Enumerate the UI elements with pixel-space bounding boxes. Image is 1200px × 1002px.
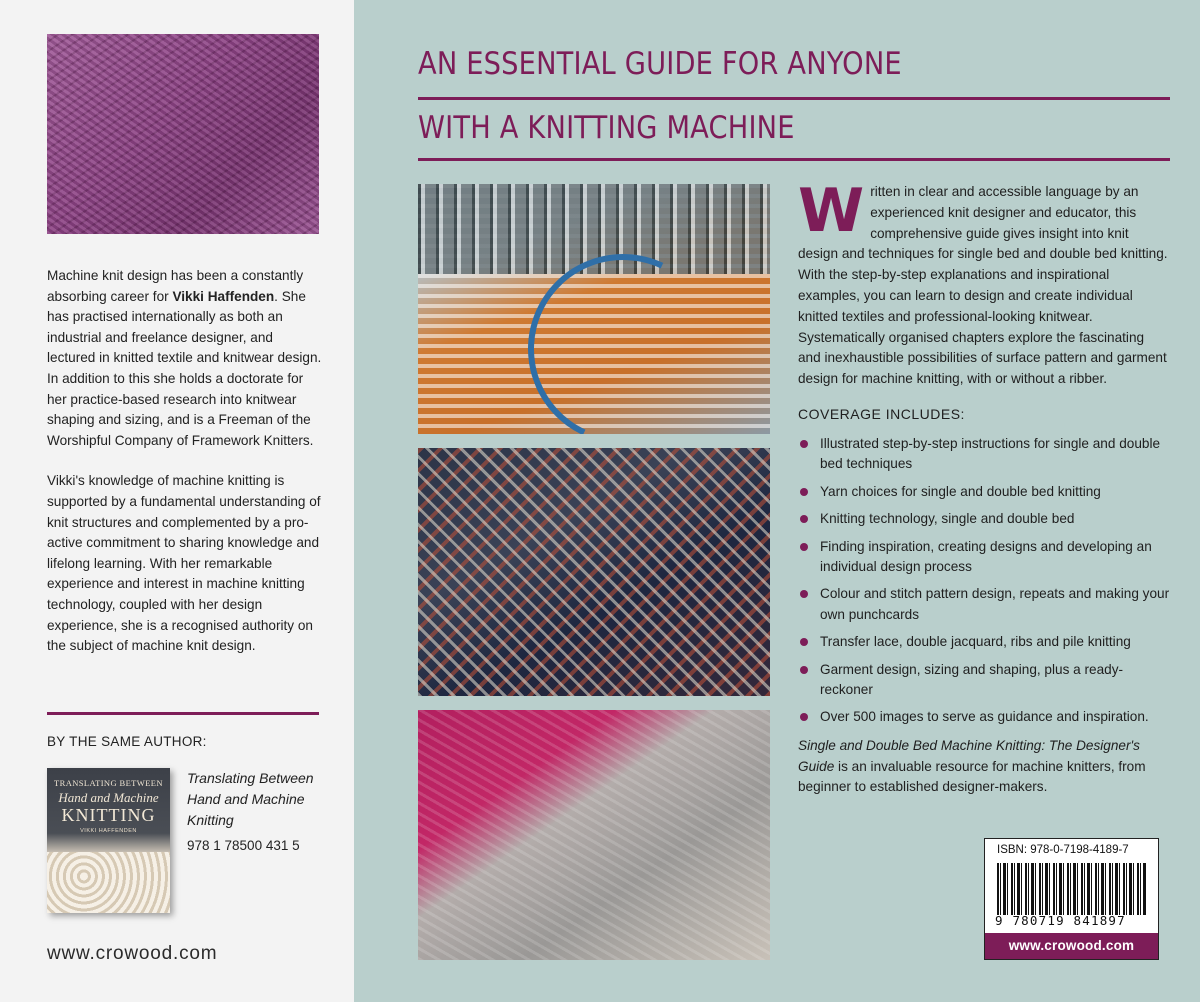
cover-line-2: Hand and Machine — [58, 790, 159, 805]
bullet-icon — [800, 713, 808, 721]
coverage-list — [798, 434, 1170, 735]
headline-rule-1 — [418, 97, 1170, 100]
left-column — [0, 0, 354, 1002]
list-item: Garment design, sizing and shaping, plus a ready-reckoner — [798, 660, 1170, 701]
headline-rule-2 — [418, 158, 1170, 161]
description — [798, 176, 1170, 390]
book-cover-thumbnail — [47, 768, 170, 913]
other-book-title: Translating Between Hand and Machine Knitting — [187, 770, 314, 828]
list-item: Colour and stitch pattern design, repeats and making your own punchcards — [798, 584, 1170, 625]
barcode-number: 9 780719 841897 — [995, 913, 1126, 928]
cover-line-1: TRANSLATING BETWEEN — [54, 778, 163, 788]
dropcap: W — [798, 176, 865, 246]
knit-swatch-image — [47, 34, 319, 234]
cover-yarn-image — [47, 852, 170, 913]
list-item: Finding inspiration, creating designs and developing an individual design process — [798, 537, 1170, 578]
bullet-icon — [800, 666, 808, 674]
list-item: Transfer lace, double jacquard, ribs and pile knitting — [798, 632, 1170, 652]
photo-jacquard-fabric — [418, 448, 770, 696]
same-author-heading: BY THE SAME AUTHOR: — [47, 734, 207, 749]
bullet-icon — [800, 440, 808, 448]
publisher-url: www.crowood.com — [47, 943, 218, 964]
bullet-icon — [800, 515, 808, 523]
bio-paragraph-2: Vikki's knowledge of machine knitting is supported by a fundamental understanding of knit structures and complemented by a pro-active commitment to sharing knowledge and lifelong learning. With her remarkable experience and interest in machine knitting technology, coupled with her design experience, she is a recognised authority on the subject of machine knit design. — [47, 473, 321, 654]
headline-line-2: WITH A KNITTING MACHINE — [418, 110, 795, 146]
isbn-label: ISBN: 978-0-7198-4189-7 — [997, 844, 1129, 856]
bullet-icon — [800, 488, 808, 496]
author-name: Vikki Haffenden — [172, 288, 275, 304]
cover-line-3: KNITTING — [61, 805, 156, 825]
closing-paragraph: Single and Double Bed Machine Knitting: The Designer's Guide is an invaluable resource for machine knitters, from beginner to established designer-makers. — [798, 738, 1146, 795]
bio-paragraph-1: Machine knit design has been a constantly absorbing career for Vikki Haffenden. She has practised internationally as both an industrial and freelance designer, and lectured in knitted textile and knitwear design. In addition to this she holds a doctorate for her practice-based research into knitwear shaping and sizing, and is a Freeman of the Worshipful Company of Framework Knitters. — [47, 268, 322, 448]
list-item: Illustrated step-by-step instructions for single and double bed techniques — [798, 434, 1170, 475]
author-bio — [47, 266, 325, 677]
barcode-icon — [997, 863, 1147, 915]
list-item: Over 500 images to serve as guidance and inspiration. — [798, 707, 1170, 727]
headline-line-1: AN ESSENTIAL GUIDE FOR ANYONE — [418, 46, 902, 82]
coverage-heading: COVERAGE INCLUDES: — [798, 406, 965, 422]
barcode-url: www.crowood.com — [985, 933, 1158, 959]
book-title: Single and Double Bed Machine Knitting: The Designer's Guide — [798, 738, 1140, 774]
bullet-icon — [800, 543, 808, 551]
right-column — [354, 0, 1200, 1002]
other-book-isbn: 978 1 78500 431 5 — [187, 838, 300, 853]
divider — [47, 712, 319, 715]
description-text: ritten in clear and accessible language by an experienced knit designer and educator, this comprehensive guide gives insight into knit design and techniques for single bed and double bed knitting. With the step-by-step explanations and inspirational examples, you can learn to design and create individual knitted textiles and professional-looking knitwear. Systematically organised chapters explore the fascinating and inexhaustible possibilities of surface pattern and garment design for machine knitting, with or without a ribber. — [798, 184, 1168, 387]
list-item: Knitting technology, single and double bed — [798, 509, 1170, 529]
bullet-icon — [800, 638, 808, 646]
cover-author: VIKKI HAFFENDEN — [80, 828, 137, 834]
photo-pile-knitting — [418, 710, 770, 960]
bullet-icon — [800, 590, 808, 598]
barcode-block — [984, 838, 1159, 960]
photo-knitting-machine — [418, 184, 770, 434]
list-item: Yarn choices for single and double bed knitting — [798, 482, 1170, 502]
